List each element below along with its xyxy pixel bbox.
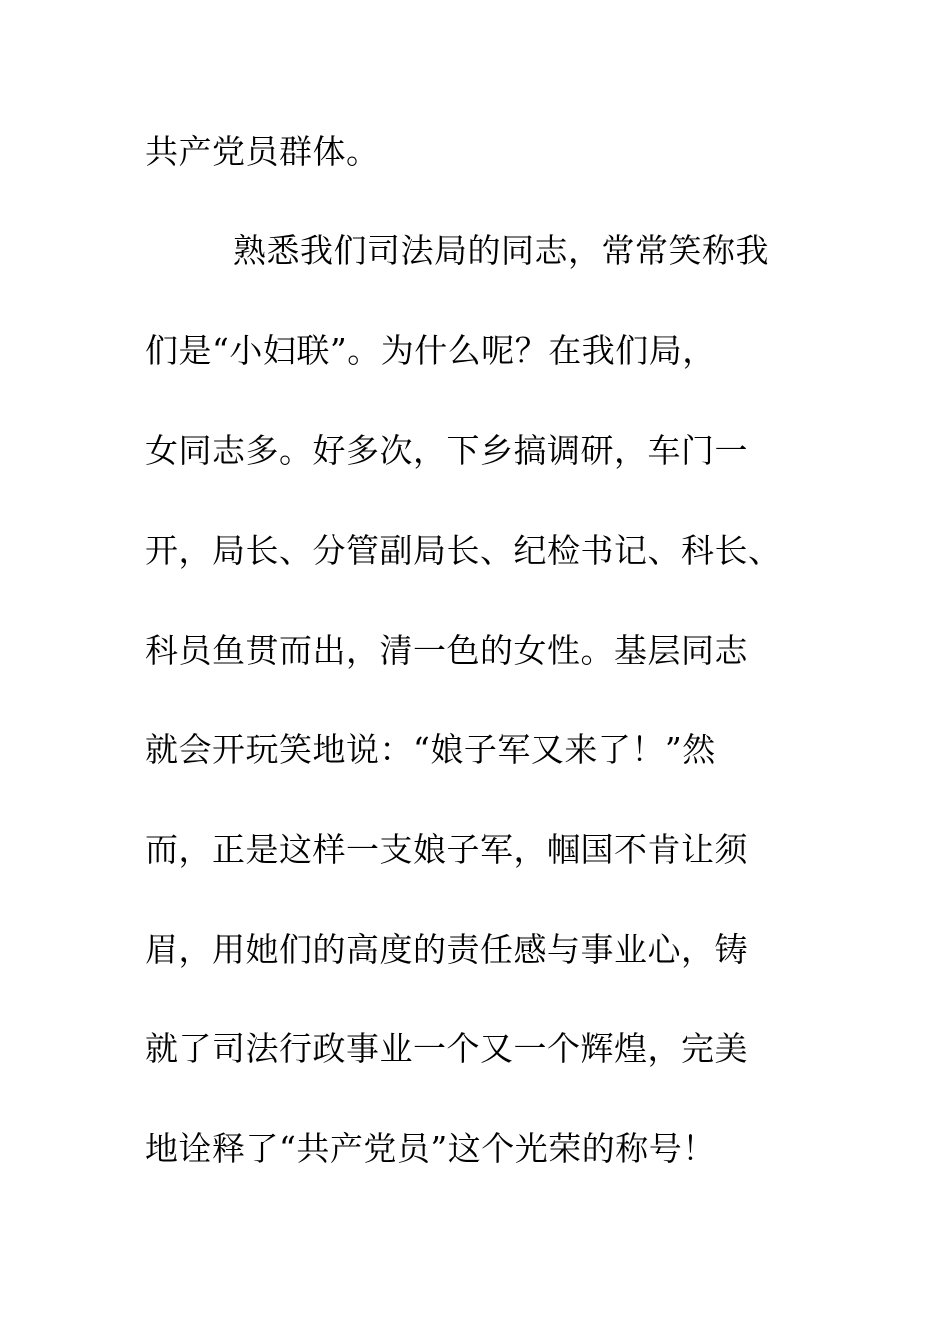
paragraph-closing-line: 共产党员群体。 <box>145 132 380 171</box>
paragraph-line: 女同志多。好多次，下乡搞调研，车门一 <box>145 431 748 470</box>
paragraph-line: 而，正是这样一支娘子军，帼国不肯让须 <box>145 830 748 869</box>
paragraph-line: 眉，用她们的高度的责任感与事业心，铸 <box>145 930 748 969</box>
paragraph-last-line: 地诠释了“共产党员”这个光荣的称号！ <box>145 1129 716 1168</box>
paragraph-line: 开，局长、分管副局长、纪检书记、科长、 <box>145 531 782 570</box>
paragraph-first-line: 熟悉我们司法局的同志，常常笑称我 <box>233 231 769 270</box>
paragraph-line: 就了司法行政事业一个又一个辉煌，完美 <box>145 1029 748 1068</box>
paragraph-line: 们是“小妇联”。为什么呢？在我们局， <box>145 331 716 370</box>
paragraph-line: 科员鱼贯而出，清一色的女性。基层同志 <box>145 631 748 670</box>
paragraph-line: 就会开玩笑地说：“娘子军又来了！”然 <box>145 730 716 769</box>
